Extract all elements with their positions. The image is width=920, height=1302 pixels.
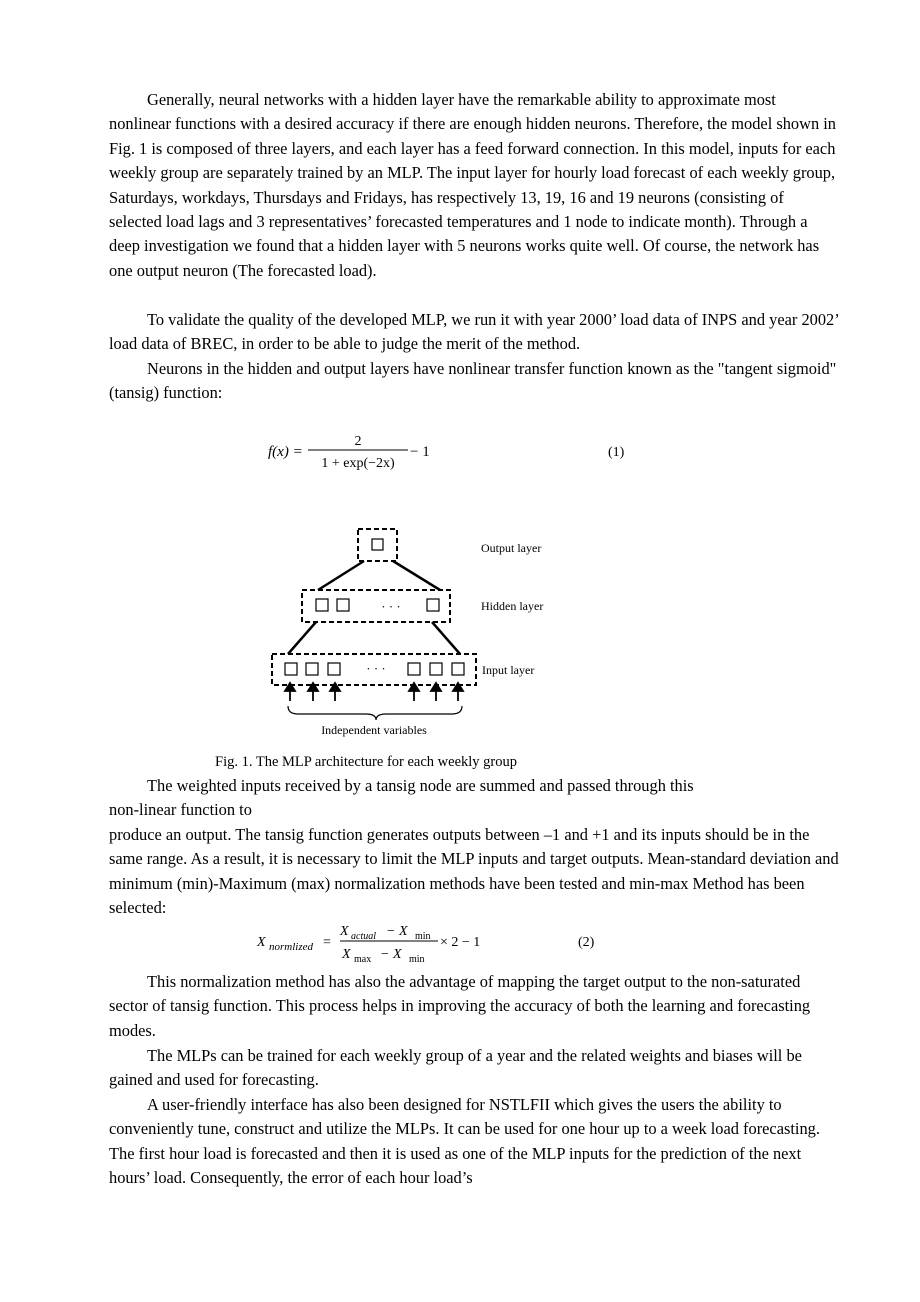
eq1-number: (1)	[608, 445, 625, 460]
eq1-tail: − 1	[410, 444, 430, 460]
eq2-equals: =	[323, 935, 331, 950]
eq1-numerator: 2	[354, 434, 362, 449]
eq2-tail: × 2 − 1	[440, 935, 481, 950]
input-neuron	[430, 663, 442, 675]
eq2-den-sub-max: max	[354, 954, 372, 965]
mlp-architecture-figure	[262, 520, 582, 742]
paragraph-user-interface: A user-friendly interface has also been designed for NSTLFII which gives the users the ability to conveniently tune, construct and utilize the MLPs. It can be used for one hour up to a week load forecasting. The first hour load is forecasted and then it is used as one of the MLP inputs for the prediction of the next hours’ load. Consequently, the error of each hour load’s	[109, 1095, 820, 1188]
eq2-num-x: X	[340, 924, 349, 939]
eq2-den-sub-min: min	[409, 954, 425, 965]
eq2-num-sub-min: min	[415, 931, 431, 942]
hidden-ellipsis: · · ·	[381, 599, 401, 614]
eq2-number: (2)	[578, 935, 595, 950]
input-layer-label: Input layer	[482, 663, 535, 677]
paragraph-weighted-inputs-line1: The weighted inputs received by a tansig node are summed and passed through this	[147, 776, 694, 795]
input-neuron	[452, 663, 464, 675]
hidden-neuron	[427, 599, 439, 611]
input-ellipsis: · · ·	[366, 661, 386, 676]
figure-caption: Fig. 1. The MLP architecture for each weekly group	[215, 754, 517, 770]
input-neuron	[328, 663, 340, 675]
eq2-den-minus: − X	[380, 947, 402, 962]
hidden-layer-box	[302, 590, 450, 622]
variables-brace	[288, 706, 462, 720]
connection-line	[393, 561, 440, 590]
output-neuron	[372, 539, 383, 550]
input-neuron	[285, 663, 297, 675]
connection-line	[288, 622, 316, 654]
paragraph-neural-networks: Generally, neural networks with a hidden layer have the remarkable ability to approximate most nonlinear functions with a desired accuracy if there are enough hidden neurons. Therefore, the model shown in Fig. 1 is composed of three layers, and each layer has a feed forward connection. In this model, inputs for each weekly group are separately trained by an MLP. The input layer for hourly load forecast of each weekly group, Saturdays, workdays, Thursdays and Fridays, has respectively 13, 19, 16 and 19 neurons (consisting of selected load lags and 3 representatives’ forecasted temperatures and 1 node to indicate month). Through a deep investigation we found that a hidden layer with 5 neurons works quite well. Of course, the network has one output neuron (The forecasted load).	[109, 90, 837, 280]
eq1-denominator: 1 + exp(−2x)	[321, 456, 395, 471]
connection-line	[432, 622, 460, 654]
eq2-lhs-sub: normlized	[269, 941, 313, 953]
eq2-lhs: X	[257, 935, 266, 950]
equation-1	[262, 428, 642, 474]
eq2-num-sub-actual: actual	[351, 931, 376, 942]
eq2-num-minus: − X	[386, 924, 408, 939]
hidden-layer-label: Hidden layer	[481, 599, 544, 613]
independent-variables-label: Independent variables	[321, 723, 427, 737]
paragraph-training: The MLPs can be trained for each weekly group of a year and the related weights and biases will be gained and used for forecasting.	[109, 1046, 802, 1090]
eq1-lhs: f(x) =	[268, 444, 303, 460]
connection-line	[318, 561, 364, 590]
paragraph-tansig-output: produce an output. The tansig function generates outputs between –1 and +1 and its inputs should be in the same range. As a result, it is necessary to limit the MLP inputs and target outputs. Mean-standard deviation and minimum (min)-Maximum (max) normalization methods have been tested and min-max Method has been selected:	[109, 825, 839, 918]
equation-2	[254, 919, 614, 965]
input-arrowhead	[431, 683, 441, 691]
input-neuron	[408, 663, 420, 675]
paragraph-weighted-inputs-line2: non-linear function to	[109, 800, 252, 819]
hidden-neuron	[316, 599, 328, 611]
hidden-neuron	[337, 599, 349, 611]
input-neuron	[306, 663, 318, 675]
paragraph-transfer-function: Neurons in the hidden and output layers have nonlinear transfer function known as the "tangent sigmoid" (tansig) function:	[109, 359, 837, 403]
eq2-den-x: X	[342, 947, 351, 962]
output-layer-label: Output layer	[481, 541, 542, 555]
output-layer-box	[358, 529, 397, 561]
paragraph-validation: To validate the quality of the developed MLP, we run it with year 2000’ load data of INPS and year 2002’ load data of BREC, in order to be able to judge the merit of the method.	[109, 310, 839, 354]
paragraph-normalization-advantage: This normalization method has also the advantage of mapping the target output to the non-saturated sector of tansig function. This process helps in improving the accuracy of both the learning and forecasting modes.	[109, 972, 811, 1040]
